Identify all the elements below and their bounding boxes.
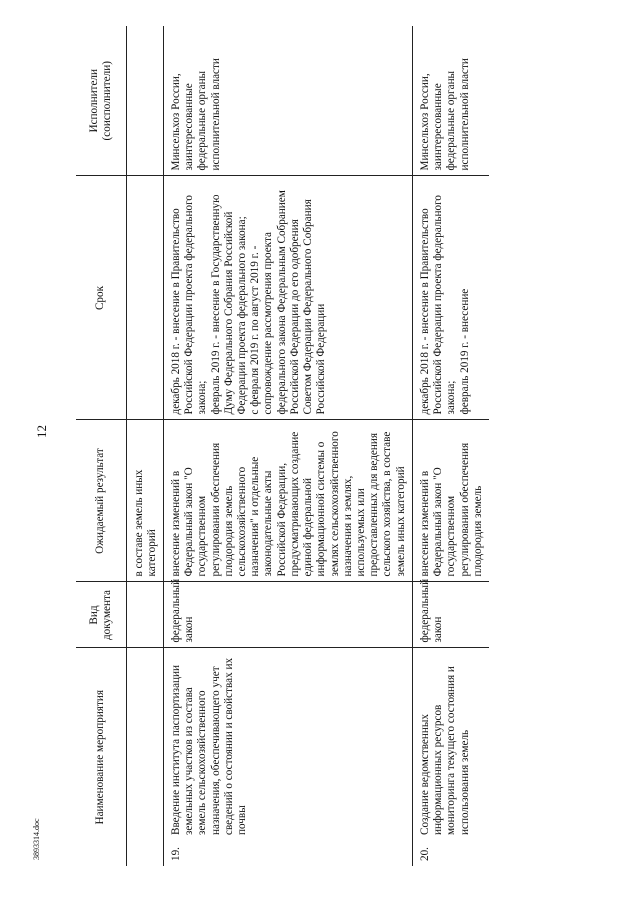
measures-table xyxy=(76,26,489,866)
row-number: 19. xyxy=(169,847,182,861)
row-name-cell xyxy=(412,648,489,866)
measures-table-sheet xyxy=(76,26,636,866)
row-term: декабрь 2018 г. - внесение в Правительство Российской Федерации проекта федерального закона; февраль 2019 г. - внесение xyxy=(412,176,489,420)
row-name: Введение института паспортизации земельных участков из состава земель сельскохозяйственного назначения, обеспечивающего учет сведений о состоянии и свойствах их почвы xyxy=(169,657,249,835)
footer-doc-code: 3893314.doc xyxy=(32,818,41,860)
table-row xyxy=(412,26,489,866)
continuation-name xyxy=(126,648,163,866)
continuation-result: в составе земель иных категорий xyxy=(126,420,163,582)
header-executors: Исполнители (соисполнители) xyxy=(76,26,126,176)
continuation-row xyxy=(126,26,163,866)
row-number: 20. xyxy=(418,847,431,861)
table-row xyxy=(163,26,412,866)
table-header-row xyxy=(76,26,126,866)
row-doc-type: федеральный закон xyxy=(163,582,412,648)
header-term: Срок xyxy=(76,176,126,420)
row-result: внесение изменений в Федеральный закон "О государственном регулировании обеспечения плодородия земель xyxy=(412,420,489,582)
row-name-cell xyxy=(163,648,412,866)
header-result: Ожидаемый результат xyxy=(76,420,126,582)
continuation-executors xyxy=(126,26,163,176)
row-executors: Минсельхоз России, заинтересованные федеральные органы исполнительной власти xyxy=(163,26,412,176)
row-result: внесение изменений в Федеральный закон "О государственном регулировании обеспечения плодородия земель сельскохозяйственного назначения" и отдельные законодательные акты Российской Федерации, предусматривающих создание единой федеральной информационной системы о землях сельскохозяйственного назначения и землях, используемых или предоставленных для ведения сельского хозяйства, в составе земель иных категорий xyxy=(163,420,412,582)
page-number: 12 xyxy=(34,425,49,438)
continuation-term xyxy=(126,176,163,420)
continuation-doc-type xyxy=(126,582,163,648)
row-name: Создание ведомственных информационных ресурсов мониторинга текущего состояния и использования земель xyxy=(418,666,471,835)
header-doc-type: Вид документа xyxy=(76,582,126,648)
row-executors: Минсельхоз России, заинтересованные федеральные органы исполнительной власти xyxy=(412,26,489,176)
row-term: декабрь 2018 г. - внесение в Правительство Российской Федерации проекта федерального закона; февраль 2019 г. - внесение в Государственную Думу Федерального Собрания Российской Федерации проекта федерального закона; с февраля 2019 г. по август 2019 г. - сопровождение рассмотрения проекта федерального закона Федеральным Собранием Российской Федерации до его одобрения Советом Федерации Федерального Собрания Российской Федерации xyxy=(163,176,412,420)
row-doc-type: федеральный закон xyxy=(412,582,489,648)
header-name: Наименование мероприятия xyxy=(76,648,126,866)
